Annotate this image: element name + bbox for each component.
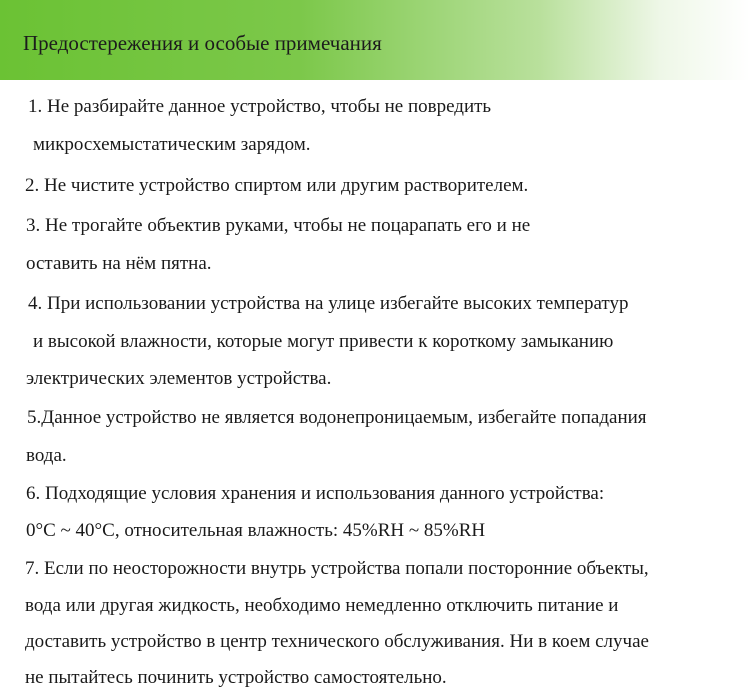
note-4-line-2: и высокой влажности, которые могут привести к короткому замыканию (33, 331, 614, 352)
note-7-line-4: не пытайтесь починить устройство самостоятельно. (25, 667, 447, 688)
note-6-line-1: 6. Подходящие условия хранения и использования данного устройства: (26, 483, 605, 504)
note-7-line-1: 7. Если по неосторожности внутрь устройства попали посторонние объекты, (25, 558, 649, 579)
note-5-line-1: 5.Данное устройство не является водонепроницаемым, избегайте попадания (27, 407, 647, 428)
note-3-line-1: 3. Не трогайте объектив руками, чтобы не поцарапать его и не (26, 215, 531, 236)
note-2-line-1: 2. Не чистите устройство спиртом или другим растворителем. (25, 175, 529, 196)
note-1-line-2: микросхемыстатическим зарядом. (33, 134, 311, 155)
note-7-line-3: доставить устройство в центр технического обслуживания. Ни в коем случае (25, 631, 649, 652)
note-4-line-1: 4. При использовании устройства на улице избегайте высоких температур (28, 293, 629, 314)
header-banner (0, 0, 750, 80)
note-1-line-1: 1. Не разбирайте данное устройство, чтобы не повредить (28, 96, 492, 117)
note-4-line-3: электрических элементов устройства. (26, 368, 332, 389)
note-5-line-2: вода. (26, 445, 67, 466)
note-3-line-2: оставить на нём пятна. (26, 253, 212, 274)
note-6-line-2: 0°C ~ 40°C, относительная влажность: 45%RH ~ 85%RH (26, 520, 486, 541)
note-7-line-2: вода или другая жидкость, необходимо немедленно отключить питание и (25, 595, 619, 616)
page-title: Предостережения и особые примечания (23, 31, 382, 55)
